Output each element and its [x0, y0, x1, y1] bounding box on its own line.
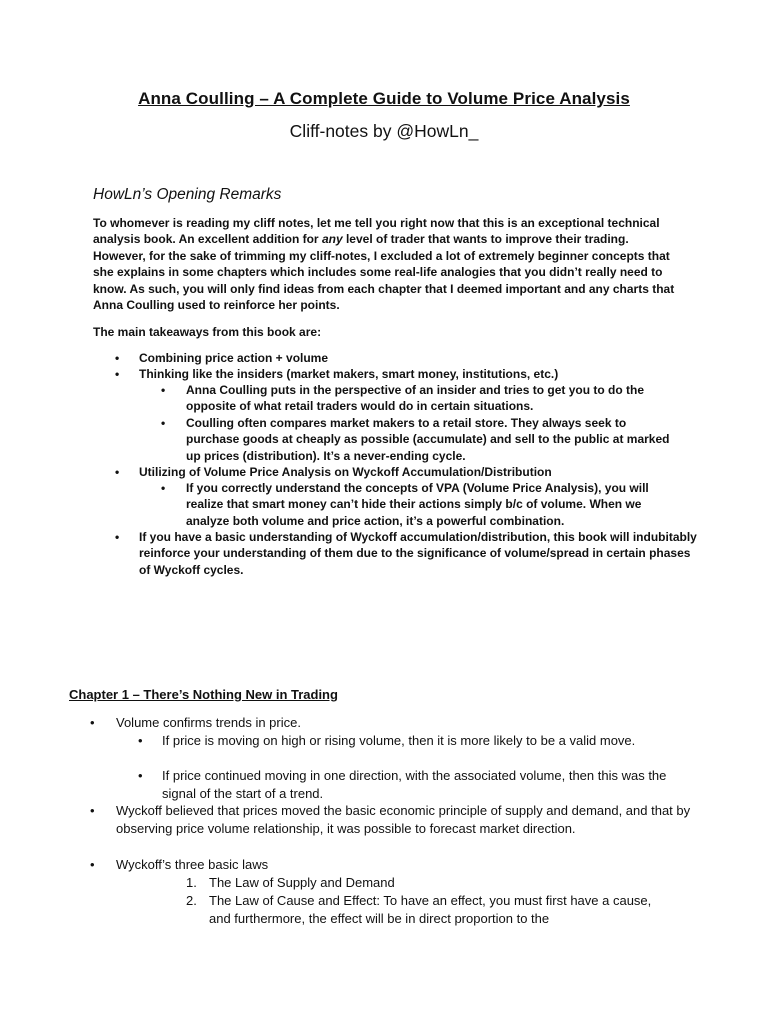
law-item: The Law of Supply and Demand: [209, 875, 395, 890]
list-item: Thinking like the insiders (market makers, smart money, institutions, etc.): [139, 367, 559, 381]
intro-paragraph: To whomever is reading my cliff notes, let me tell you right now that this is an exceptional technical analysis book. An excellent addition for any level of trader that wants to improve their trading. However, for the sake of trimming my cliff-notes, I excluded a lot of extremely beginner concepts that she explains in some chapters which includes some real-life analogies that you didn’t really need to know. As such, you will only find ideas from each chapter that I deemed important and any charts that Anna Coulling used to reinforce her points.: [93, 216, 675, 313]
list-item: If price is moving on high or rising volume, then it is more likely to be a valid move.: [162, 733, 636, 748]
law-item: The Law of Cause and Effect: To have an effect, you must first have a cause, and furthermore, the effect will be in direct proportion to the: [209, 893, 652, 926]
list-bullet: •: [138, 768, 143, 783]
list-bullet: •: [115, 465, 120, 479]
list-item: Utilizing of Volume Price Analysis on Wyckoff Accumulation/Distribution: [139, 465, 552, 479]
chapter-1-heading: Chapter 1 – There’s Nothing New in Trading: [69, 687, 338, 702]
list-item: Volume confirms trends in price.: [116, 715, 301, 730]
law-number: 1.: [186, 875, 197, 890]
list-item: Anna Coulling puts in the perspective of an insider and tries to get you to do the opposite of what retail traders would do in certain situations.: [186, 383, 645, 414]
document-subtitle: Cliff-notes by @HowLn_: [289, 121, 479, 141]
list-bullet: •: [90, 803, 95, 818]
list-bullet: •: [138, 733, 143, 748]
list-item: Wyckoff’s three basic laws: [116, 857, 269, 872]
list-bullet: •: [161, 416, 166, 430]
list-item: If price continued moving in one direction, with the associated volume, then this was the signal of the start of a trend.: [162, 768, 667, 801]
list-item: If you have a basic understanding of Wyckoff accumulation/distribution, this book will indubitably reinforce your understanding of them due to the significance of volume/spread in certain phases of Wyckoff cycles.: [139, 530, 697, 577]
list-bullet: •: [115, 367, 120, 381]
list-item: If you correctly understand the concepts of VPA (Volume Price Analysis), you will realize that smart money can’t hide their actions simply b/c of volume. When we analyze both volume and price action, it’s a powerful combination.: [186, 481, 649, 528]
document-title: Anna Coulling – A Complete Guide to Volume Price Analysis: [138, 89, 630, 108]
section-heading-opening-remarks: HowLn’s Opening Remarks: [93, 186, 282, 203]
list-item: Coulling often compares market makers to a retail store. They always seek to purchase goods at cheaply as possible (accumulate) and sell to the public at marked up prices (distribution). It’s a never-ending cycle.: [186, 416, 670, 463]
list-bullet: •: [115, 351, 120, 365]
law-number: 2.: [186, 893, 197, 908]
list-item: Combining price action + volume: [139, 351, 329, 365]
list-bullet: •: [161, 481, 166, 495]
list-bullet: •: [90, 857, 95, 872]
list-bullet: •: [161, 383, 166, 397]
list-bullet: •: [115, 530, 120, 544]
takeaways-intro: The main takeaways from this book are:: [93, 325, 322, 339]
list-bullet: •: [90, 715, 95, 730]
list-item: Wyckoff believed that prices moved the basic economic principle of supply and demand, and that by observing price volume relationship, it was possible to forecast market direction.: [116, 803, 691, 836]
